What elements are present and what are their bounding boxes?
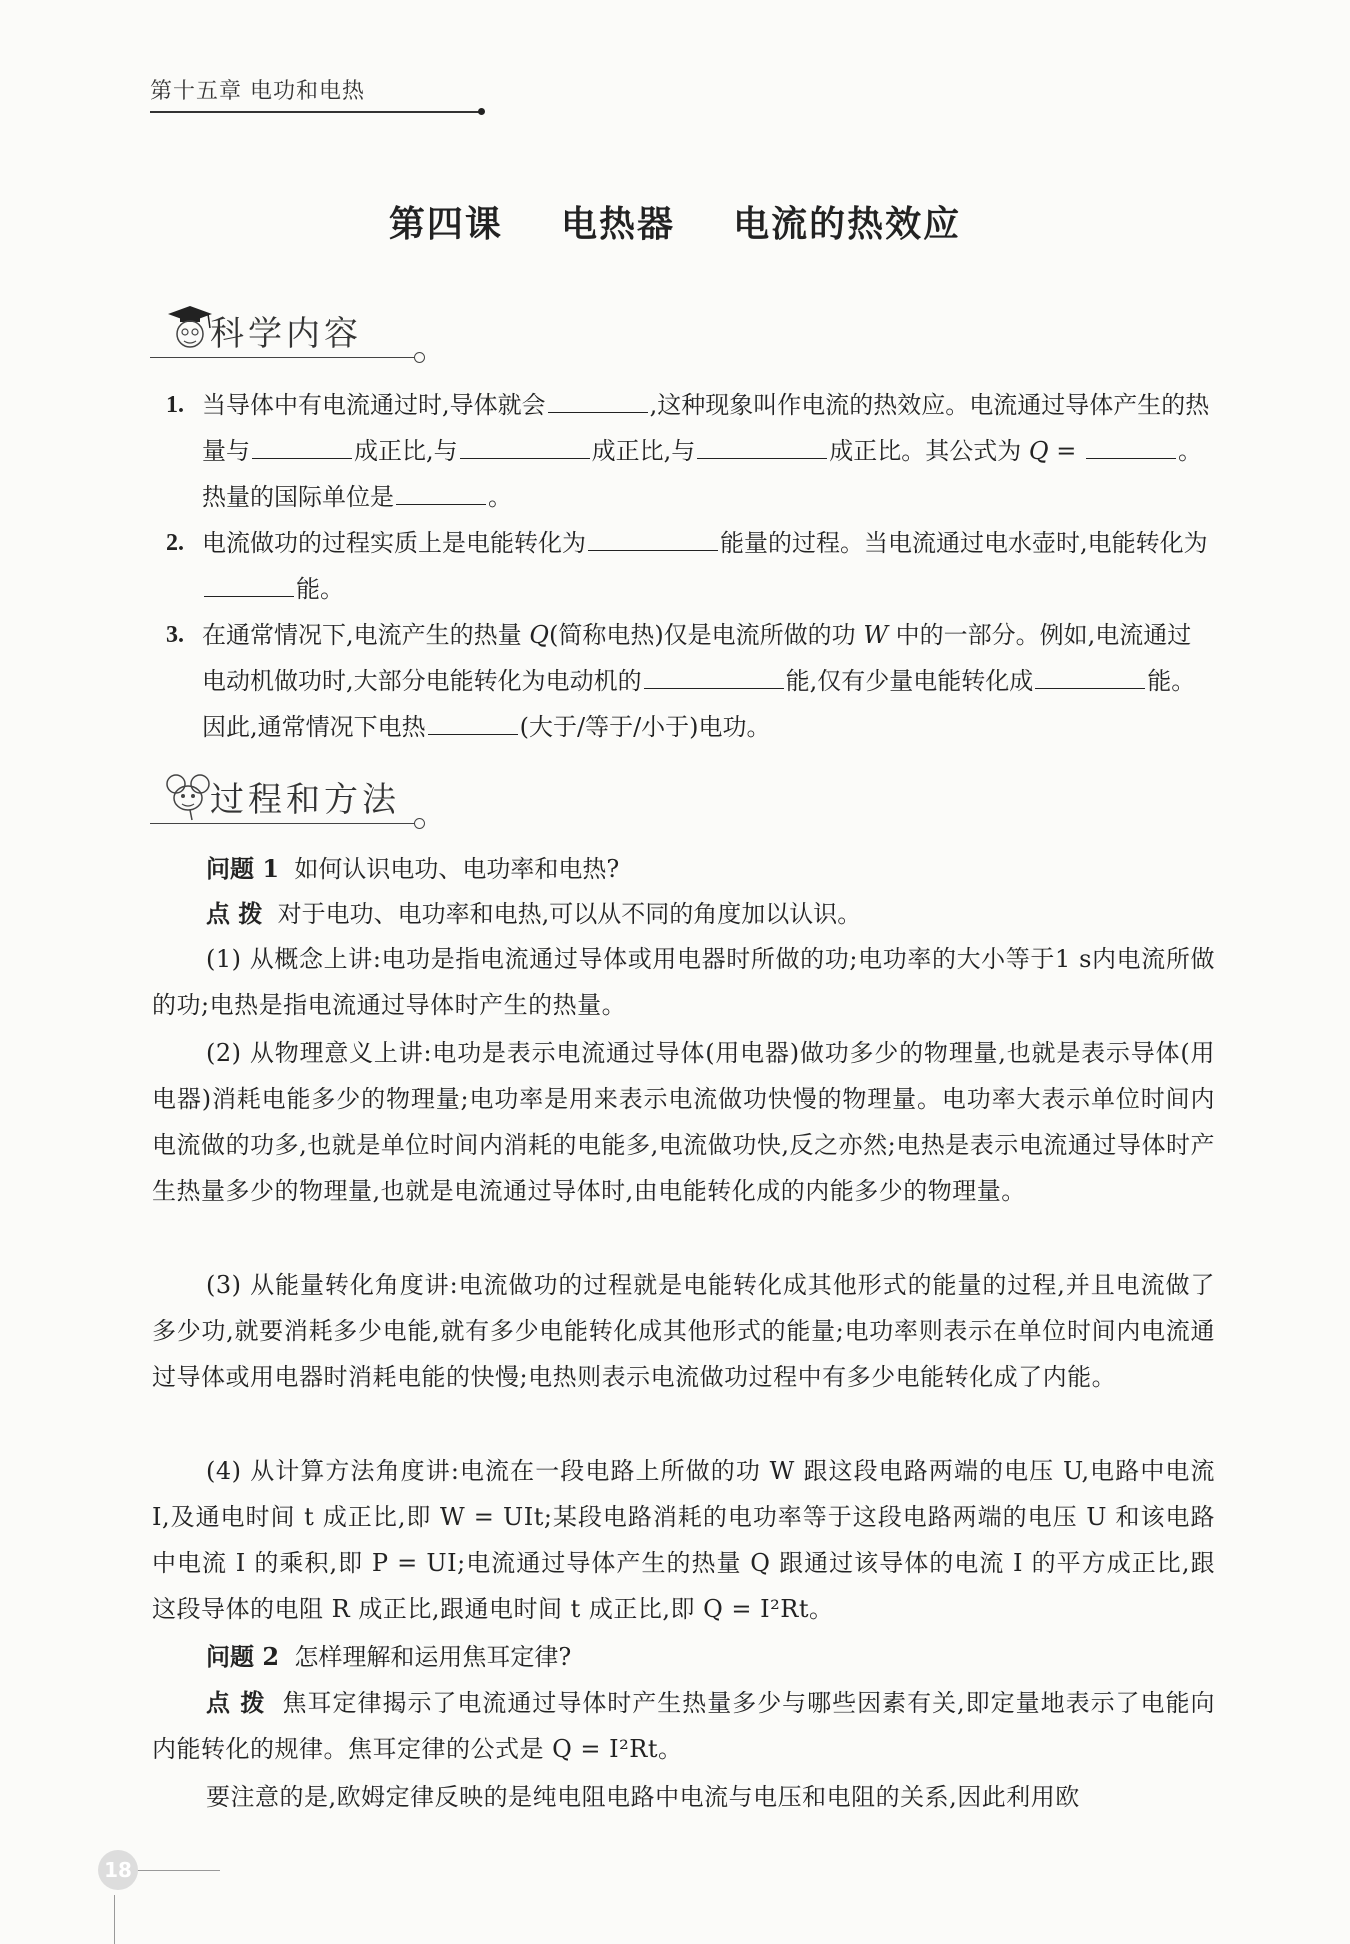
question-text: 如何认识电功、电功率和电热? xyxy=(294,855,620,883)
section-science-heading xyxy=(150,300,430,360)
answer-blank[interactable] xyxy=(588,524,718,551)
item-text: 电流做功的过程实质上是电能转化为 xyxy=(202,529,586,557)
item-text: = xyxy=(1048,437,1084,465)
paragraph-energy-conversion: (3) 从能量转化角度讲:电流做功的过程就是电能转化成其他形式的能量的过程,并且电流做了多少功,就要消耗多少电能,就有多少电能转化成其他形式的能量;电功率则表示在单位时间内电流通过导体或用电器时消耗电能的快慢;电热则表示电流做功过程中有多少电能转化成了内能。 xyxy=(152,1271,1215,1391)
section-process-heading xyxy=(150,766,430,826)
item-number: 2. xyxy=(166,530,184,556)
answer-blank[interactable] xyxy=(1035,662,1145,689)
hint-label: 点 拨 xyxy=(206,899,263,928)
item-text: 能。因此,通常情况下电热 xyxy=(202,667,1196,741)
science-item-2 xyxy=(152,520,1215,612)
question-label: 问题 1 xyxy=(206,854,280,883)
hint-1 xyxy=(206,891,1269,937)
item-text: 成正比,与 xyxy=(354,437,458,465)
item-number: 3. xyxy=(166,622,184,648)
item-text: (简称电热)仅是电流所做的功 xyxy=(548,621,864,649)
section-science-label: 科学内容 xyxy=(210,314,362,354)
hint-text: 对于电功、电功率和电热,可以从不同的角度加以认识。 xyxy=(277,900,862,928)
item-text: 。热量的国际单位是 xyxy=(202,437,1202,511)
section-ring xyxy=(414,352,425,363)
answer-blank[interactable] xyxy=(697,432,827,459)
answer-blank[interactable] xyxy=(548,386,648,413)
item-text: 中的一部分。例如,电流通过电动机做功时,大部分电能转化为电动机的 xyxy=(202,621,1192,695)
paragraph-calculation: (4) 从计算方法角度讲:电流在一段电路上所做的功 W 跟这段电路两端的电压 U,电路中电流 I,及通电时间 t 成正比,即 W = UIt;某段电路消耗的电功率等于这段电路两端的电压 U 和该电路中电流 I 的乘积,即 P = UI;电流通过导体产生的热量 Q 跟通过该导体的电流 I 的平方成正比,跟这段导体的电阻 R 成正比,跟通电时间 t 成正比,即 Q = I²Rt。 xyxy=(152,1457,1215,1623)
answer-blank[interactable] xyxy=(460,432,590,459)
item-text: (大于/等于/小于)电功。 xyxy=(519,713,771,741)
item-text: 能量的过程。当电流通过电水壶时,电能转化为 xyxy=(720,529,1208,557)
item-number: 1. xyxy=(166,392,184,418)
section-process-label: 过程和方法 xyxy=(210,780,400,820)
item-text: 成正比,与 xyxy=(591,437,696,465)
answer-blank[interactable] xyxy=(396,478,486,505)
item-text: 成正比。其公式为 xyxy=(829,437,1029,465)
item-text: 能。 xyxy=(296,575,344,603)
paragraph-ohm-note: 要注意的是,欧姆定律反映的是纯电阻电路中电流与电压和电阻的关系,因此利用欧 xyxy=(206,1783,1080,1811)
section-rule xyxy=(150,357,415,358)
paragraph-physical-meaning: (2) 从物理意义上讲:电功是表示电流通过导体(用电器)做功多少的物理量,也就是表示导体(用电器)消耗电能多少的物理量;电功率是用来表示电流做功快慢的物理量。电功率大表示单位时间内电流做的功多,也就是单位时间内消耗的电能多,电流做功快,反之亦然;电热是表示电流通过导体时产生热量多少的物理量,也就是电流通过导体时,由电能转化成的内能多少的物理量。 xyxy=(152,1039,1215,1205)
variable-w: W xyxy=(863,621,888,649)
lesson-title: 第四课 电热器 电流的热效应 xyxy=(388,203,962,245)
item-text: 当导体中有电流通过时,导体就会 xyxy=(202,391,546,419)
footer-vertical-line xyxy=(114,1895,115,1944)
hint-text: 焦耳定律揭示了电流通过导体时产生热量多少与哪些因素有关,即定量地表示了电能向内能转化的规律。焦耳定律的公式是 Q = I²Rt。 xyxy=(152,1689,1215,1763)
page-number-badge: 18 xyxy=(98,1850,138,1890)
answer-blank[interactable] xyxy=(644,662,784,689)
hint-2 xyxy=(152,1680,1215,1772)
answer-blank[interactable] xyxy=(428,708,518,735)
item-text: 。 xyxy=(488,483,512,511)
question-2 xyxy=(206,1634,1269,1680)
mouse-mascot-icon xyxy=(160,766,216,822)
header-dot xyxy=(478,108,485,115)
section-rule xyxy=(150,823,415,824)
hint-label: 点 拨 xyxy=(206,1688,266,1717)
section-ring xyxy=(414,818,425,829)
question-label: 问题 2 xyxy=(206,1642,280,1671)
answer-blank[interactable] xyxy=(252,432,352,459)
item-text: ,这种现象叫作电流的热效应。电流通过导体产生的热量与 xyxy=(202,391,1210,465)
item-text: 能,仅有少量电能转化成 xyxy=(785,667,1034,695)
answer-blank[interactable] xyxy=(1086,432,1176,459)
science-item-3 xyxy=(152,612,1215,750)
variable-q: Q xyxy=(529,621,549,649)
question-text: 怎样理解和运用焦耳定律? xyxy=(294,1643,572,1671)
formula-q: Q xyxy=(1028,437,1049,465)
paragraph-concept: (1) 从概念上讲:电功是指电流通过导体或用电器时所做的功;电功率的大小等于1 s内电流所做的功;电热是指电流通过导体时产生的热量。 xyxy=(152,945,1215,1019)
item-text: 在通常情况下,电流产生的热量 xyxy=(202,621,530,649)
science-item-1 xyxy=(152,382,1215,520)
chapter-header: 第十五章 电功和电热 xyxy=(150,79,365,104)
answer-blank[interactable] xyxy=(204,570,294,597)
header-rule xyxy=(150,111,480,113)
scholar-mascot-icon xyxy=(160,300,216,356)
question-1 xyxy=(206,846,1269,892)
